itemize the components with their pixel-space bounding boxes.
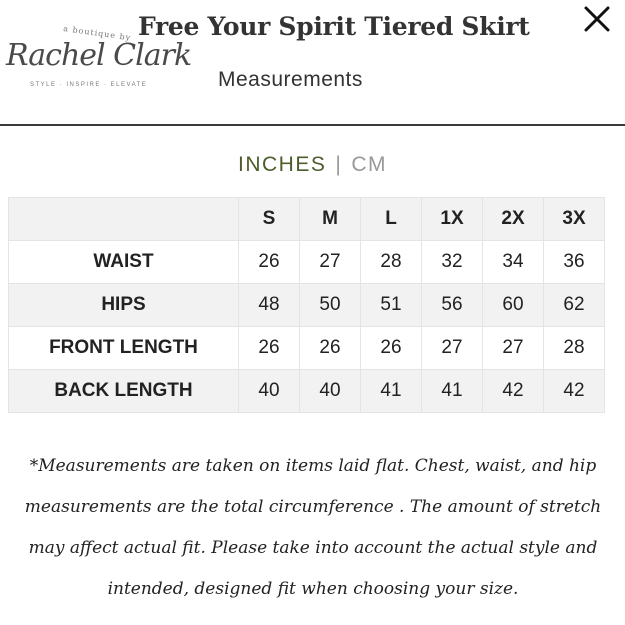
unit-separator: | [335, 153, 343, 176]
unit-inches-tab[interactable]: INCHES [238, 153, 327, 176]
size-header: M [300, 198, 361, 241]
row-label: WAIST [9, 241, 239, 284]
modal-header [0, 0, 625, 125]
unit-cm-tab[interactable]: CM [351, 153, 387, 176]
size-header: S [239, 198, 300, 241]
table-cell: 27 [300, 241, 361, 284]
table-row [9, 327, 605, 370]
modal-subtitle: Measurements [218, 68, 363, 91]
table-cell: 41 [361, 370, 422, 413]
table-header-row [9, 198, 605, 241]
table-cell: 48 [239, 284, 300, 327]
logo-tagline: STYLE · INSPIRE · ELEVATE [30, 82, 148, 88]
table-cell: 41 [422, 370, 483, 413]
table-cell: 26 [239, 241, 300, 284]
table-cell: 27 [422, 327, 483, 370]
measurement-note: *Measurements are taken on items laid flat. Chest, waist, and hip measurements are the total circumference . The amount of stretch may affect actual fit. Please take into account the actual style and intended, designed fit when choosing your size. [24, 456, 602, 599]
table-row [9, 241, 605, 284]
row-label: FRONT LENGTH [9, 327, 239, 370]
size-chart-table [8, 197, 605, 413]
table-cell: 42 [483, 370, 544, 413]
table-cell: 42 [544, 370, 605, 413]
table-cell: 26 [361, 327, 422, 370]
logo-top-text: a boutique by [62, 24, 132, 43]
table-cell: 62 [544, 284, 605, 327]
table-row [9, 370, 605, 413]
table-cell: 26 [300, 327, 361, 370]
table-cell: 56 [422, 284, 483, 327]
close-icon[interactable] [582, 4, 612, 34]
size-header: 3X [544, 198, 605, 241]
table-cell: 27 [483, 327, 544, 370]
table-cell: 51 [361, 284, 422, 327]
header-divider [0, 124, 625, 126]
table-cell: 28 [361, 241, 422, 284]
row-label: HIPS [9, 284, 239, 327]
table-cell: 36 [544, 241, 605, 284]
header-empty-cell [9, 198, 239, 241]
size-header: 2X [483, 198, 544, 241]
size-header: L [361, 198, 422, 241]
table-row [9, 284, 605, 327]
table-cell: 26 [239, 327, 300, 370]
table-cell: 40 [239, 370, 300, 413]
table-cell: 28 [544, 327, 605, 370]
unit-toggle [0, 153, 625, 177]
logo-script-text: Rachel Clark [6, 38, 192, 73]
row-label: BACK LENGTH [9, 370, 239, 413]
product-title: Free Your Spirit Tiered Skirt [138, 12, 530, 41]
table-cell: 60 [483, 284, 544, 327]
size-header: 1X [422, 198, 483, 241]
table-cell: 34 [483, 241, 544, 284]
table-cell: 32 [422, 241, 483, 284]
table-cell: 50 [300, 284, 361, 327]
table-cell: 40 [300, 370, 361, 413]
